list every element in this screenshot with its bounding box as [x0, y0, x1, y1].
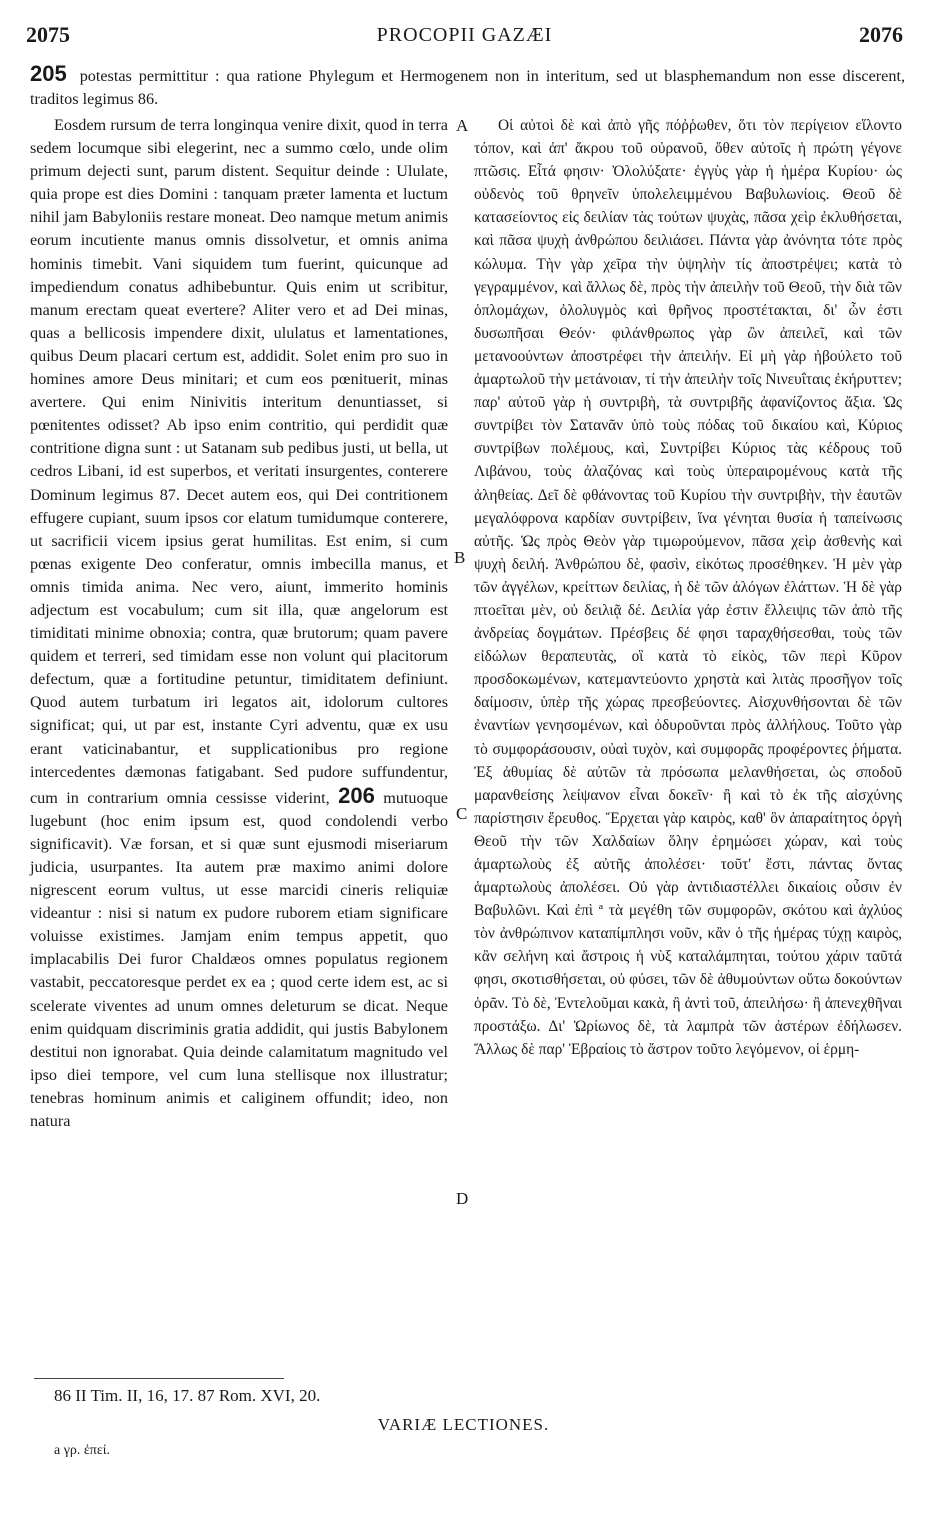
greek-column [474, 114, 902, 1061]
column-number-right: 2076 [859, 22, 903, 47]
margin-marker-c: C [456, 804, 468, 823]
margin-marker-b: B [454, 548, 466, 567]
margin-marker-a: A [456, 116, 469, 135]
intro-paragraph [30, 62, 905, 111]
column-number-left: 2075 [26, 22, 70, 47]
greek-text: Οἱ αὐτοὶ δὲ καὶ ἀπὸ γῆς πόῤῥωθεν, ὅτι τὸν περίγειον εἵλοντο τόπον, καὶ ἀπ' ἄκρου τοῦ οὐρανοῦ, ὅθεν αὐτοῖς ἡ πρώτη γέγονε πτῶσις. Εἶτά φησιν· Ὀλολύξατε· ἐγγὺς γὰρ ἡ ἡμέρα Κυρίου· ὡς οὐδενὸς τοῦ θρηνεῖν ὑπολελειμμένου Βαβυλωνίοις. Θεοῦ δὲ κατασείοντος εἰς δειλίαν τὰς τούτων ψυχὰς, πᾶσα χεὶρ ἐκλυθήσεται, καὶ πᾶσα ψυχὴ ἀνθρώπου δειλιάσει. Πάντα γὰρ ἀνόνητα τότε πρὸς κώλυμα. Τὴν γὰρ χεῖρα τὴν ὑψηλὴν τίς ἀποστρέψει; κατὰ τὸ γεγραμμένον, καὶ ἄλλως δὲ, πρὸς τὴν ἀπειλὴν τοῦ Θεοῦ, τὴν διὰ τῶν ὁπλομάχων, ὀλολυγμὸς καὶ θρῆνος προστέτακται, δι' ὧν ἐστι δυσωπῆσαι Θεόν· φιλάνθρωπος γὰρ ὢν ἀπειλεῖ, καὶ τῶν μετανοούντων ἀποστρέφει τὴν ἀπειλήν. Εἰ μὴ γὰρ ἠβούλετο τοῦ ἁμαρτωλοῦ τὴν μετάνοιαν, τί τὴν ἀπειλὴν τοῖς Νινευΐταις ἐκήρυττεν; παρ' αὐτοῦ γὰρ ἡ συντριβὴ, τὰ συντριβῆς ἀφανίζοντος ἄξια. Ὡς συντρίβει τὸν Σατανᾶν ὑπὸ τοὺς πόδας τοῦ δικαίου καὶ, Κύριος συντρίβων πολέμους, καὶ, Συντρίβει Κύριος τὰς κέδρους τοῦ Λιβάνου, τοὺς ἀλαζόνας καὶ τοὺς ὑπεραιρομένους κατὰ τῆς ἀληθείας. Δεῖ δὲ φθάνοντας τοῦ Κυρίου τὴν συντριβὴν, τὴν ἑαυτῶν μεγαλόφρονα καρδίαν συντρίβειν, ἵνα γένηται θυσία ἡ ταπείνωσις αὐτῆς. Ὡς πρὸς Θεὸν γὰρ τιμωρούμενον, πᾶσα χεὶρ ἀσθενὴς καὶ ψυχὴ δειλή. Ἀνθρώπου δὲ, φασὶν, εἰκότως προσέθηκεν. Ἡ μὲν γὰρ τῶν ἀγγέλων, κρείττων δειλίας, ἡ δὲ τῶν ἀλόγων ἐλάττων. Ἡ δὲ γὰρ πτοεῖται μὲν, οὐ δειλιᾷ δέ. Δειλία γάρ ἐστιν ἔλλειψις τῶν ἀπὸ τῆς ἀνδρείας δογμάτων. Πρέσβεις δέ φησι ταραχθήσεσθαι, τοὺς τῶν εἰδώλων θεραπευτὰς, οἳ κατὰ τὸ εἰκὸς, τῶν περὶ Κῦρον προσδοκωμένων, κατεμαντεύοντο χρηστὰ καὶ λιτὰς προσῆγον τοῖς δαίμοσιν, ὑπὲρ τῆς χώρας πρεσβεύοντες. Αἰσχυνθήσονται δὲ τῶν ἐναντίων γενησομένων, καὶ ὀδυροῦνται πρὸς ἀλλήλους. Τοῦτο γὰρ τὸ συμφοράσουσιν, οὐαὶ τυχὸν, καὶ συμφορᾶς προφέροντες ῥήματα. Ἐξ ἀθυμίας δὲ αὐτῶν τὰ πρόσωπα μελανθήσεται, ὡς σποδοῦ μαρανθείσης λείψανον εἶναι δοκεῖν· ἢ καὶ τὸ ἐκ τῆς αἰσχύνης παρίστησιν ἔρευθος. Ἔρχεται γὰρ καιρὸς, καθ' ὃν ἀπαραίτητος ὀργὴ Θεοῦ τὴν τῶν Χαλδαίων ὅλην ἐρημώσει χώραν, καὶ τοὺς ἁμαρτωλοὺς ἐξ αὐτῆς ἀπολέσει· τοῦτ' ἔστι, πάντας ὄντας ἁμαρτωλοὺς ἀπολέσει. Οὐ γὰρ ἀντιδιαστέλλει δικαίοις οὖσιν ἐν Βαβυλῶνι. Καὶ ἐπὶ ª τὰ μεγέθη τῶν συμφορῶν, σκότου καὶ ἀχλύος τὸν ἀνθρώπινον καταπίμπλησι νοῦν, κἂν ὁ τῆς ἡμέρας τύχῃ καιρὸς, κἂν σελήνη καὶ ἄστροις ἡ νὺξ καταλάμπηται, τούτου χάριν ταῦτά φησι, σκοτισθήσεται, οὐ φύσει, τῶν δὲ ἀθυμούντων οὕτω δοκούντων ὁρᾶν. Τὸ δὲ, Ἐντελοῦμαι κακὰ, ἢ ἀντὶ τοῦ, ἀπειλήσω· ἢ ἀπενεχθῆναι προστάξω. Δι' Ὠρίωνος δὲ, τὰ λαμπρὰ τῶν ἀστέρων ἐδήλωσεν. Ἄλλως δὲ παρ' Ἑβραίοις τὸ ἄστρον τοῦτο λεγόμενον, οἱ ἑρμη- [474, 117, 902, 1058]
variae-lectiones-heading: VARIÆ LECTIONES. [377, 1415, 550, 1434]
running-title: PROCOPII GAZÆI [376, 24, 553, 46]
variant-reading: a γρ. ἐπεί. [54, 1443, 110, 1458]
section-number-inline: 206 [338, 782, 375, 808]
section-number: 205 [30, 61, 67, 86]
footnotes: 86 II Tim. II, 16, 17. 87 Rom. XVI, 20. [54, 1386, 321, 1405]
latin-text: Eosdem rursum de terra longinqua venire dixit, quod in terra sedem locumque sibi elegerint, nec a summo cœlo, unde olim primum dejecti sunt, parum distent. Sequitur deinde : Ululate, quia prope est dies Domini : tanquam præter lamenta et luctum nihil jam Babyloniis restare moneat. Deo namque metum animis eorum incutiente manus omnis dissolvetur, et omnis anima hominis timebit. Vani siquidem tum fuerint, quicunque ad impediendum conatus adhibebuntur. Quis enim ut scribitur, manum erectam queat evertere? Aliter vero et ad Dei minas, quas a bellicosis impendere dixit, ululatus et lamentationes, quibus Deum placari certum est, addidit. Solet enim pro suo in homines amore Deus minitari; et cum eos pœnituerit, minas avertere. Qui enim Ninivitis interitum denuntiasset, si pœnitentes odisset? Ab ipso enim contritio, qui perdidit quæ contritione digna sunt : ut Satanam sub pedibus justi, ut bella, ut cedros Libani, id est superbos, et veritati insurgentes, conterere Dominum legimus 87. Decet autem eos, qui Dei contritionem effugere cupiant, suum ipsos cor elatum tumidumque conterere, ut sacrificii vicem ipsius gerat humilitas. Est enim, si cum pœnas exigente Deo conferatur, omnis imbecilla manus, et omnis timida anima. Nec vero, aiunt, immerito hominis adjectum est vocabulum; cum sit illa, quæ angelorum est timiditati minime obnoxia; contra, quæ brutorum; quam pavere quidem et terreri, sed timidam esse non volunt qui placitorum defectum, quæ a fortitudine petuntur, timiditatem definiunt. Quod autem turbatum iri legatos ait, idolorum cultores significat; qui, ut par est, instante Cyri adventu, quæ ex usu erant vaticinabantur, et supplicationibus pro regione intercedentes dæmonas fatigabant. Sed pudore suffundentur, cum in contrarium omnia cessisse viderint, [30, 116, 448, 807]
latin-column [30, 114, 448, 1133]
margin-marker-d: D [456, 1189, 469, 1208]
footnote-rule [34, 1378, 284, 1379]
latin-text-continued: mutuoque lugebunt (hoc enim ipsum est, quod condolendi verbo significavit). Væ forsan, et si quæ sunt ejusmodi miseriarum judicia, usurpantes. Ita autem præ maximo animi dolore nigrescent eorum vultus, ut esse marcidi cineris reliquiæ videantur : nisi si natum ex pudore ruborem etiam significare voluisse existimes. Jamjam enim tempus appetit, quo implacabilis Dei furor Chaldæos omnes populatus regionem vastabit, peccatoresque perdet ex ea ; quod certe idem est, ac si scelerate viventes ad unum omnes deleturum se dicat. Neque enim quidquam discriminis gratia addidit, qui justis Babylonem destitui non ignorabat. Quia deinde calamitatum magnitudo vel ipso diei tempore, vel cum luna stellisque nox illustratur; tenebras hominum animis et caliginem offundit; ideo, non natura [30, 788, 448, 1131]
intro-text: potestas permittitur : qua ratione Phylegum et Hermogenem non in interitum, sed ut blasphemandum non esse discerent, traditos legimus 86. [30, 67, 905, 108]
running-header [26, 22, 903, 62]
